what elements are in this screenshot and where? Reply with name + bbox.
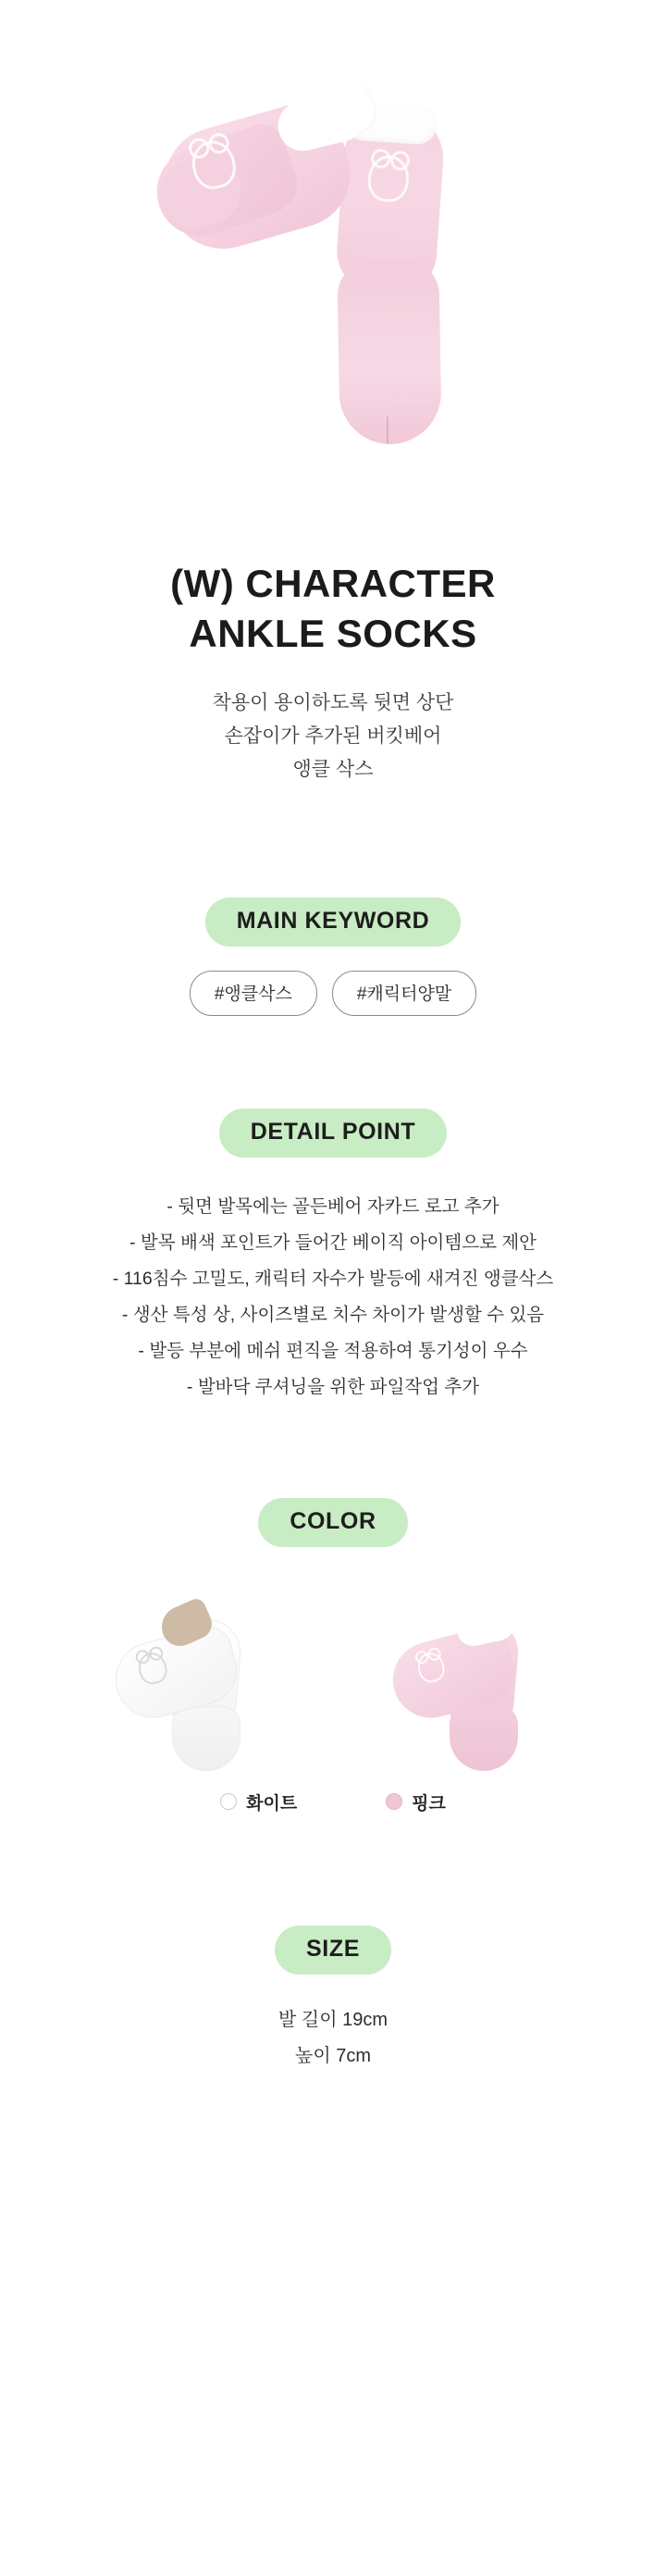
- keyword-tag[interactable]: #캐릭터양말: [332, 971, 476, 1016]
- page-title-line-2: ANKLE SOCKS: [189, 611, 477, 655]
- detail-point-item: - 116침수 고밀도, 캐릭터 자수가 발등에 새겨진 앵클삭스: [112, 1268, 554, 1289]
- keyword-tag-row: [0, 971, 666, 1016]
- page-title: [0, 559, 666, 659]
- size-section: [0, 1926, 666, 2074]
- color-image-pink[interactable]: [361, 1588, 583, 1773]
- detail-point-section: [0, 1108, 666, 1406]
- detail-point-item: - 발목 배색 포인트가 들어간 베이직 아이템으로 제안: [130, 1232, 536, 1253]
- color-section: [0, 1498, 666, 1814]
- main-keyword-heading: MAIN KEYWORD: [205, 898, 462, 947]
- white-sock-back-foot: [172, 1706, 240, 1771]
- detail-point-heading: DETAIL POINT: [219, 1108, 448, 1158]
- sock-seam-line: [387, 416, 388, 444]
- subtitle-line-1: 착용이 용이하도록 뒷면 상단: [212, 691, 454, 713]
- color-swatch-row: [0, 1790, 666, 1814]
- color-swatch-label: 화이트: [246, 1793, 298, 1814]
- size-line: 높이 7cm: [295, 2045, 371, 2066]
- sock-illustration: [0, 0, 666, 546]
- color-swatch-pink[interactable]: [386, 1790, 446, 1814]
- subtitle-line-3: 앵클 삭스: [292, 758, 374, 780]
- detail-point-item: - 발바닥 쿠셔닝을 위한 파일작업 추가: [186, 1376, 480, 1397]
- swatch-dot-icon: [220, 1793, 237, 1810]
- detail-point-list: [0, 1189, 666, 1406]
- product-subtitle: [0, 687, 666, 786]
- color-heading: COLOR: [258, 1498, 407, 1547]
- pink-sock-back-foot: [450, 1706, 518, 1771]
- sock-back-foot: [337, 258, 441, 445]
- color-image-white[interactable]: [83, 1588, 305, 1773]
- hero-product-image: [0, 0, 666, 546]
- keyword-tag[interactable]: #앵클삭스: [190, 971, 317, 1016]
- detail-point-item: - 발등 부분에 메쉬 편직을 적용하여 통기성이 우수: [138, 1340, 528, 1361]
- title-block: [0, 559, 666, 786]
- subtitle-line-2: 손잡이가 추가된 버킷베어: [224, 724, 442, 747]
- page-title-line-1: (W) CHARACTER: [170, 562, 496, 605]
- detail-point-item: - 뒷면 발목에는 골든베어 자카드 로고 추가: [166, 1195, 500, 1217]
- main-keyword-section: [0, 898, 666, 1016]
- color-swatch-white[interactable]: [220, 1790, 297, 1814]
- size-line: 발 길이 19cm: [278, 2009, 388, 2030]
- color-swatch-label: 핑크: [412, 1793, 446, 1814]
- color-image-row: [0, 1588, 666, 1773]
- size-heading: SIZE: [275, 1926, 391, 1975]
- size-info: [0, 2002, 666, 2074]
- detail-point-item: - 생산 특성 상, 사이즈별로 치수 차이가 발생할 수 있음: [121, 1304, 545, 1325]
- swatch-dot-icon: [386, 1793, 402, 1810]
